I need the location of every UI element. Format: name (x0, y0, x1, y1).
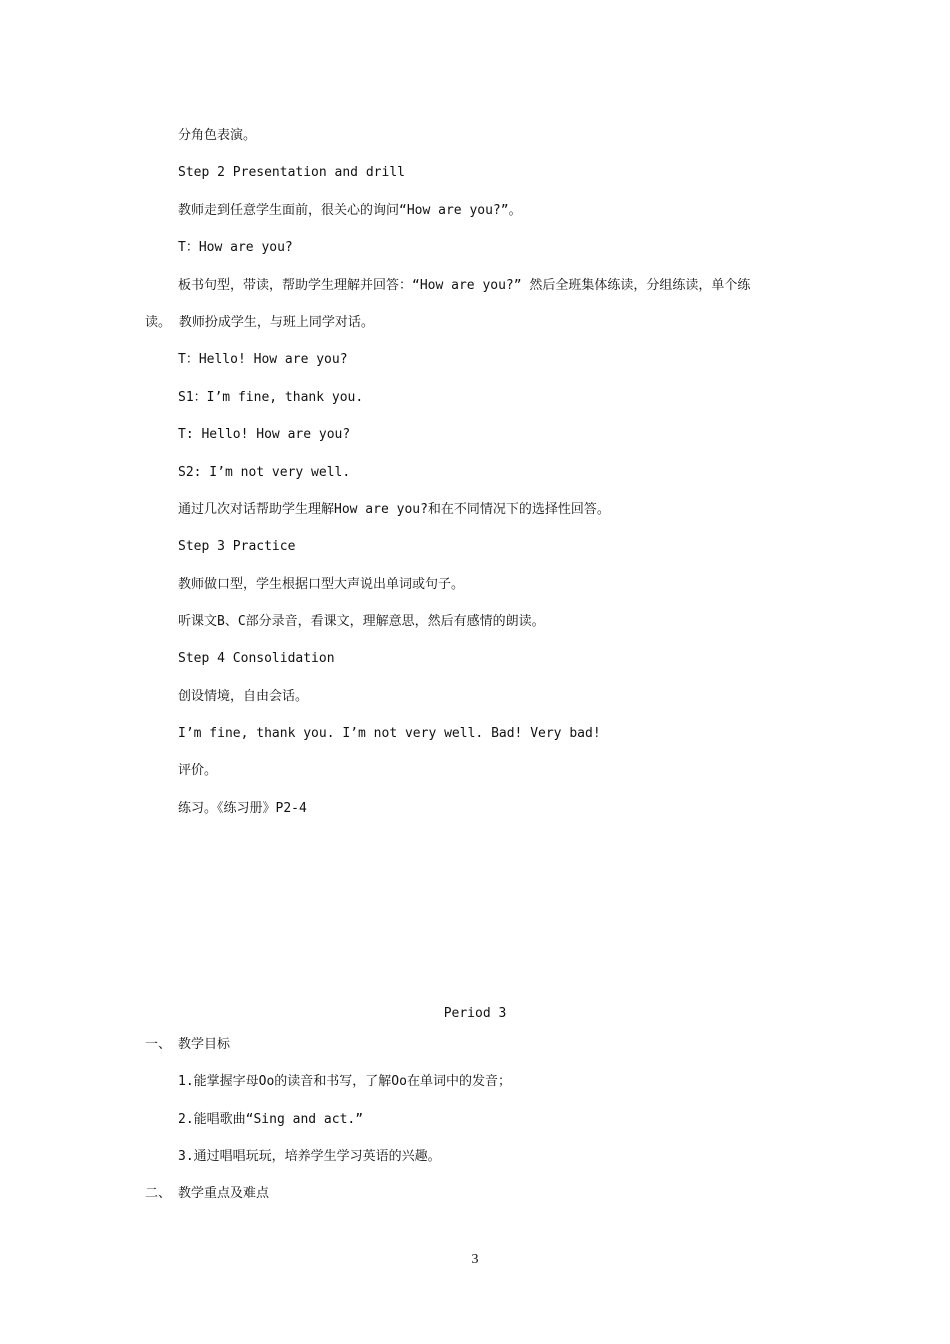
paragraph-role-play: 分角色表演。 (178, 128, 257, 143)
section-title: 教学目标 (178, 1037, 231, 1052)
objective-item: 1.能掌握字母Oo的读音和书写，了解Oo在单词中的发音； (178, 1074, 511, 1089)
objective-item: 3.通过唱唱玩玩，培养学生学习英语的兴趣。 (178, 1149, 441, 1164)
page-number: 3 (471, 1252, 479, 1267)
paragraph-board-sentence: 板书句型，带读，帮助学生理解并回答：“How are you?” 然后全班集体练读，分组练读，单个练 (178, 278, 751, 293)
dialogue-line: S2: I’m not very well. (178, 465, 351, 480)
dialogue-line: T：How are you? (178, 240, 293, 255)
paragraph-teacher-asks: 教师走到任意学生面前，很关心的询问“How are you?”。 (178, 203, 522, 218)
paragraph-listen-recording: 听课文B、C部分录音，看课文，理解意思，然后有感情的朗读。 (178, 614, 545, 629)
paragraph-understanding: 通过几次对话帮助学生理解How are you?和在不同情况下的选择性回答。 (178, 502, 610, 517)
paragraph-free-talk: 创设情境，自由会话。 (178, 689, 309, 704)
paragraph-mouth-shapes: 教师做口型，学生根据口型大声说出单词或句子。 (178, 577, 465, 592)
paragraph-evaluation: 评价。 (178, 763, 218, 778)
section-number: 二、 (145, 1186, 172, 1201)
dialogue-line: I’m fine, thank you. I’m not very well. Bad! Very bad! (178, 726, 601, 741)
section-heading-objectives (145, 1037, 230, 1053)
step-2-heading: Step 2 Presentation and drill (178, 165, 405, 180)
step-4-heading: Step 4 Consolidation (178, 651, 335, 666)
paragraph-exercise: 练习。《练习册》P2-4 (178, 801, 307, 816)
dialogue-line: T：Hello! How are you? (178, 352, 348, 367)
objective-item: 2.能唱歌曲“Sing and act.” (178, 1112, 364, 1127)
dialogue-line: T: Hello! How are you? (178, 427, 351, 442)
paragraph-board-sentence-continued: 读。 教师扮成学生，与班上同学对话。 (145, 315, 374, 330)
section-title: 教学重点及难点 (178, 1186, 270, 1201)
section-heading-key-points (145, 1186, 269, 1202)
period-title: Period 3 (443, 1006, 507, 1021)
section-number: 一、 (145, 1037, 172, 1052)
step-3-heading: Step 3 Practice (178, 539, 296, 554)
dialogue-line: S1：I’m fine, thank you. (178, 390, 364, 405)
